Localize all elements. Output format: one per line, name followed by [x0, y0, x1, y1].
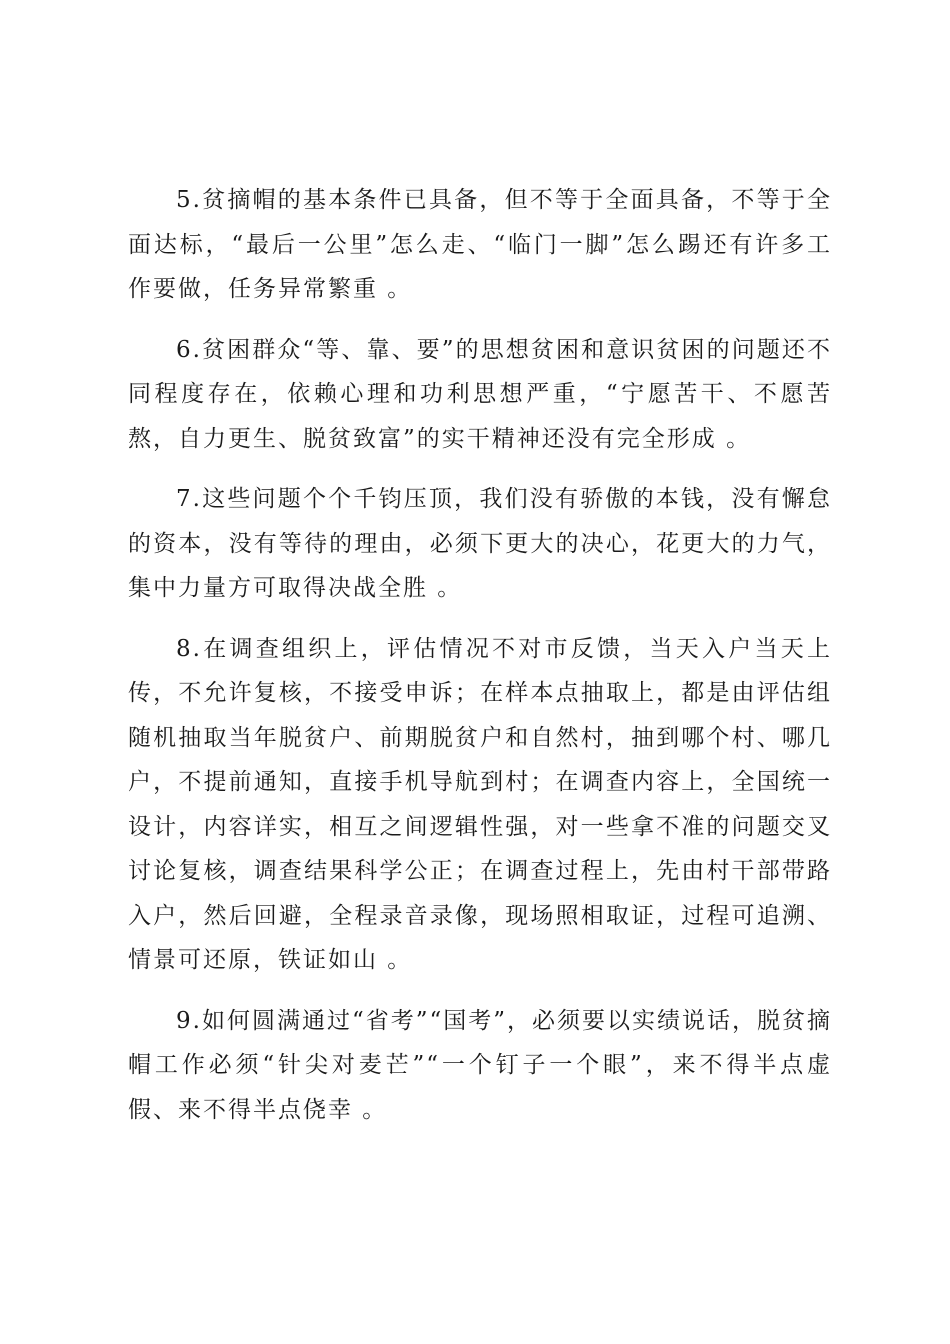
- paragraph-5: 5.贫摘帽的基本条件已具备，但不等于全面具备，不等于全面达标，“最后一公里”怎么走、“临门一脚”怎么踢还有许多工作要做，任务异常繁重 。: [128, 187, 832, 302]
- paragraph-6: 6.贫困群众“等、靠、要”的思想贫困和意识贫困的问题还不同程度存在，依赖心理和功利思想严重，“宁愿苦干、不愿苦熬，自力更生、脱贫致富”的实干精神还没有完全形成 。: [128, 336, 832, 452]
- document-body: [128, 178, 832, 1148]
- paragraph-7: 7.这些问题个个千钧压顶，我们没有骄傲的本钱，没有懈怠的资本，没有等待的理由，必须下更大的决心，花更大的力气，集中力量方可取得决战全胜 。: [128, 486, 832, 601]
- paragraph-8: 8.在调查组织上，评估情况不对市反馈，当天入户当天上传，不允许复核，不接受申诉；在样本点抽取上，都是由评估组随机抽取当年脱贫户、前期脱贫户和自然村，抽到哪个村、哪几户，不提前通知，直接手机导航到村；在调查内容上，全国统一设计，内容详实，相互之间逻辑性强，对一些拿不准的问题交叉讨论复核，调查结果科学公正；在调查过程上，先由村干部带路入户，然后回避，全程录音录像，现场照相取证，过程可追溯、情景可还原，铁证如山 。: [128, 635, 832, 973]
- paragraph-9: 9.如何圆满通过“省考”“国考”，必须要以实绩说话，脱贫摘帽工作必须“针尖对麦芒”“一个钉子一个眼”，来不得半点虚假、来不得半点侥幸 。: [128, 1007, 832, 1123]
